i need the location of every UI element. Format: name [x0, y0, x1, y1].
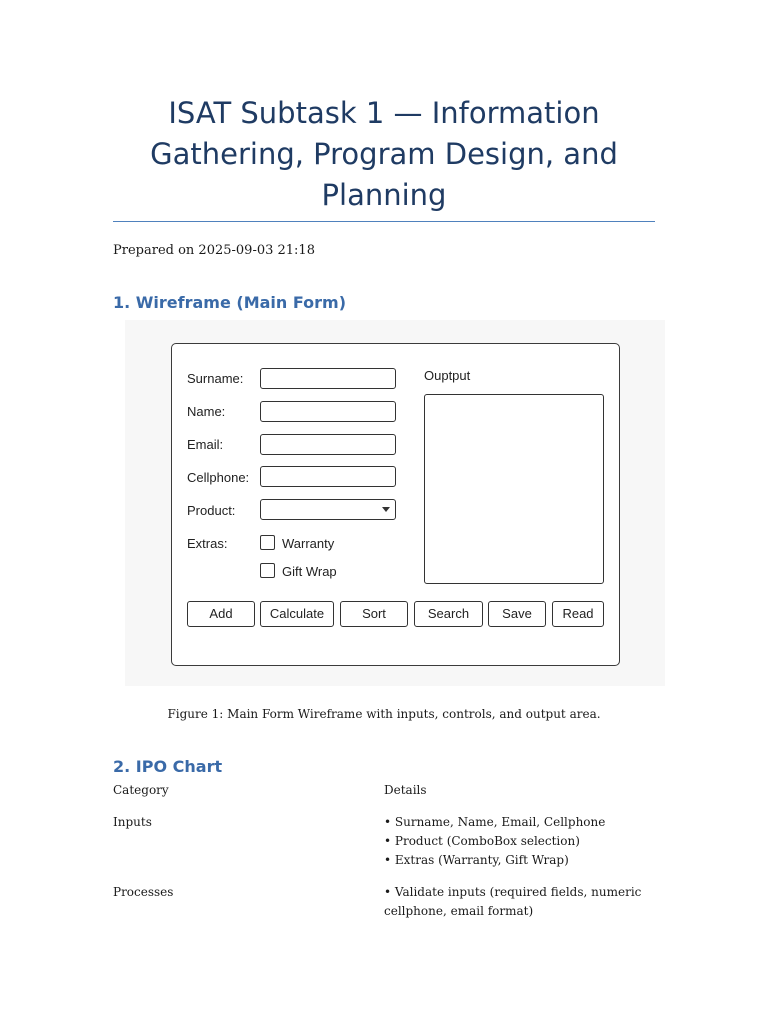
calculate-button: Calculate	[260, 601, 334, 627]
product-label: Product:	[187, 503, 236, 518]
search-button: Search	[414, 601, 483, 627]
output-label: Ouptput	[424, 368, 471, 383]
section-heading-ipo: 2. IPO Chart	[113, 757, 223, 776]
prepared-date: Prepared on 2025-09-03 21:18	[113, 243, 315, 258]
ipo-detail-line: • Extras (Warranty, Gift Wrap)	[384, 853, 569, 867]
document-title: ISAT Subtask 1 — Information Gathering, Program Design, and Planning	[150, 96, 618, 212]
wireframe-figure	[125, 320, 665, 686]
chevron-down-icon	[382, 507, 390, 512]
ipo-detail-line: cellphone, email format)	[384, 904, 534, 918]
surname-label: Surname:	[187, 371, 244, 386]
ipo-row-processes-details	[384, 883, 641, 921]
email-input	[260, 434, 396, 455]
title-divider	[113, 221, 655, 222]
section-heading-wireframe: 1. Wireframe (Main Form)	[113, 293, 347, 312]
product-combobox	[260, 499, 396, 520]
ipo-detail-line: • Validate inputs (required fields, numeric	[384, 885, 642, 899]
cellphone-label: Cellphone:	[187, 470, 250, 485]
save-button: Save	[488, 601, 546, 627]
output-area	[424, 394, 604, 584]
name-input	[260, 401, 396, 422]
wireframe-form-frame	[171, 343, 620, 666]
cellphone-input	[260, 466, 396, 487]
email-label: Email:	[187, 437, 224, 452]
ipo-header-category: Category	[113, 783, 169, 797]
giftwrap-label: Gift Wrap	[282, 564, 337, 579]
add-button: Add	[187, 601, 255, 627]
extras-label: Extras:	[187, 536, 228, 551]
figure-caption: Figure 1: Main Form Wireframe with inputs, controls, and output area.	[167, 707, 601, 721]
read-button: Read	[552, 601, 604, 627]
giftwrap-checkbox	[260, 563, 275, 578]
sort-button: Sort	[340, 601, 408, 627]
warranty-checkbox	[260, 535, 275, 550]
ipo-header-details: Details	[384, 783, 427, 797]
warranty-label: Warranty	[282, 536, 335, 551]
ipo-detail-line: • Surname, Name, Email, Cellphone	[384, 815, 606, 829]
ipo-row-inputs-details	[384, 813, 605, 870]
ipo-row-processes-category: Processes	[113, 885, 174, 899]
ipo-detail-line: • Product (ComboBox selection)	[384, 834, 580, 848]
name-label: Name:	[187, 404, 226, 419]
ipo-row-inputs-category: Inputs	[113, 815, 152, 829]
surname-input	[260, 368, 396, 389]
